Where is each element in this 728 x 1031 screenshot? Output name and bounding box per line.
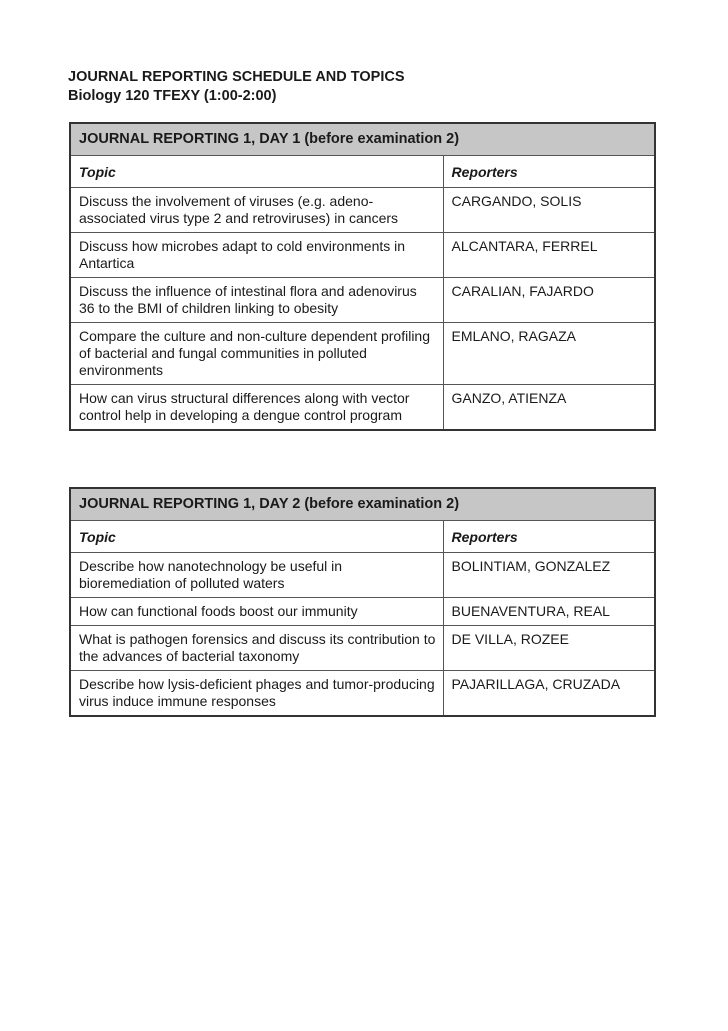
column-header-topic: Topic <box>70 521 443 553</box>
topic-cell: Discuss the involvement of viruses (e.g. adeno-associated virus type 2 and retroviruses) in cancers <box>70 188 443 233</box>
page-subtitle: Biology 120 TFEXY (1:00-2:00) <box>68 88 277 104</box>
table-row <box>70 323 655 385</box>
table-row <box>70 233 655 278</box>
table-row <box>70 385 655 431</box>
topic-cell: Compare the culture and non-culture dependent profiling of bacterial and fungal communities in polluted environments <box>70 323 443 385</box>
topic-cell: Describe how nanotechnology be useful in bioremediation of polluted waters <box>70 553 443 598</box>
reporters-cell: ALCANTARA, FERREL <box>443 233 655 278</box>
table-row <box>70 553 655 598</box>
topic-cell: What is pathogen forensics and discuss its contribution to the advances of bacterial taxonomy <box>70 626 443 671</box>
schedule-table-day2 <box>69 487 656 717</box>
topic-cell: Discuss how microbes adapt to cold environments in Antartica <box>70 233 443 278</box>
topic-cell: How can virus structural differences along with vector control help in developing a dengue control program <box>70 385 443 431</box>
reporters-cell: DE VILLA, ROZEE <box>443 626 655 671</box>
reporters-cell: BUENAVENTURA, REAL <box>443 598 655 626</box>
reporters-cell: EMLANO, RAGAZA <box>443 323 655 385</box>
topic-cell: How can functional foods boost our immunity <box>70 598 443 626</box>
table-row <box>70 671 655 717</box>
table-row <box>70 626 655 671</box>
table-row <box>70 598 655 626</box>
topic-cell: Describe how lysis-deficient phages and tumor-producing virus induce immune responses <box>70 671 443 717</box>
schedule-table-day1 <box>69 122 656 431</box>
topic-cell: Discuss the influence of intestinal flora and adenovirus 36 to the BMI of children linking to obesity <box>70 278 443 323</box>
column-header-reporters: Reporters <box>443 156 655 188</box>
table-title: JOURNAL REPORTING 1, DAY 2 (before examination 2) <box>70 488 655 521</box>
table-row <box>70 278 655 323</box>
table-title-row <box>70 488 655 521</box>
table-title-row <box>70 123 655 156</box>
page-title: JOURNAL REPORTING SCHEDULE AND TOPICS <box>68 69 405 85</box>
table-title: JOURNAL REPORTING 1, DAY 1 (before examination 2) <box>70 123 655 156</box>
table-row <box>70 188 655 233</box>
reporters-cell: CARALIAN, FAJARDO <box>443 278 655 323</box>
reporters-cell: BOLINTIAM, GONZALEZ <box>443 553 655 598</box>
column-header-reporters: Reporters <box>443 521 655 553</box>
page-header <box>68 68 405 106</box>
reporters-cell: GANZO, ATIENZA <box>443 385 655 431</box>
table-header-row <box>70 156 655 188</box>
reporters-cell: PAJARILLAGA, CRUZADA <box>443 671 655 717</box>
reporters-cell: CARGANDO, SOLIS <box>443 188 655 233</box>
column-header-topic: Topic <box>70 156 443 188</box>
table-header-row <box>70 521 655 553</box>
